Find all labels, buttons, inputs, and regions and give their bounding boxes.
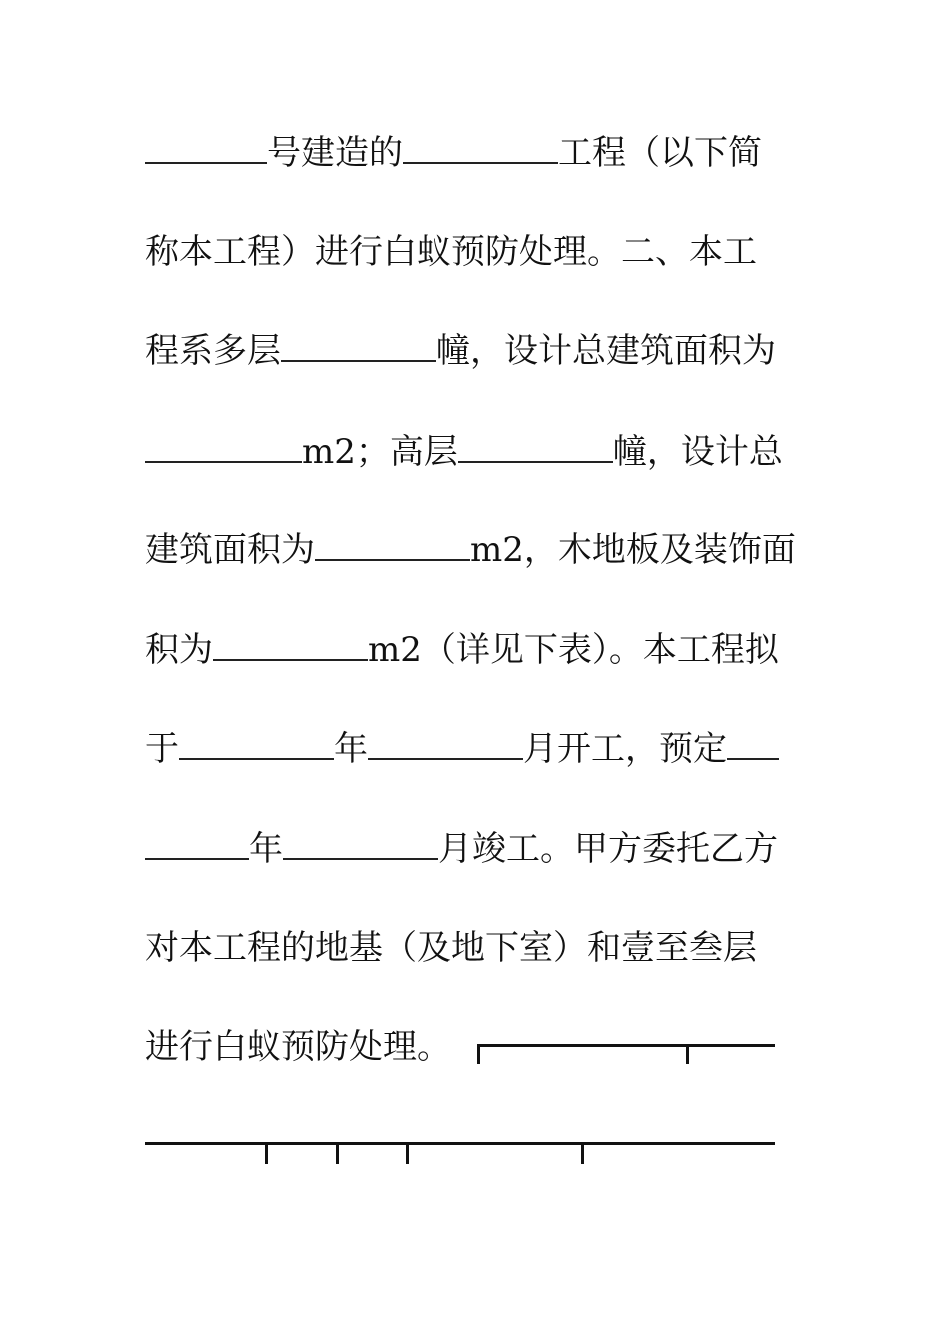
text-line-2 — [145, 222, 805, 282]
table-border-tick — [406, 1142, 409, 1164]
text-segment: 称本工程）进行白蚁预防处理。二、本工 — [145, 232, 757, 272]
text-line-4 — [145, 422, 805, 482]
table-border-top — [145, 1142, 775, 1145]
blank-field — [281, 330, 436, 362]
text-line-5 — [145, 520, 805, 580]
text-line-3 — [145, 321, 805, 381]
text-segment: 月竣工。甲方委托乙方 — [438, 829, 778, 869]
table-border-tick — [265, 1142, 268, 1164]
text-segment: 积为 — [145, 630, 213, 670]
text-segment: 建筑面积为 — [145, 530, 315, 570]
text-segment: 幢，设计总建筑面积为 — [436, 331, 776, 371]
text-line-7 — [145, 719, 805, 779]
blank-field — [145, 431, 302, 463]
blank-field — [179, 728, 334, 760]
text-line-8 — [145, 819, 805, 879]
text-segment: m2，木地板及装饰面 — [470, 530, 796, 570]
blank-field — [283, 828, 438, 860]
text-segment: 月开工，预定 — [523, 729, 727, 769]
table-border-top-right — [477, 1044, 775, 1047]
text-segment: 于 — [145, 729, 179, 769]
blank-field — [368, 728, 523, 760]
table-border-tick — [686, 1044, 689, 1064]
text-segment: 进行白蚁预防处理。 — [145, 1027, 451, 1067]
text-segment: 程系多层 — [145, 331, 281, 371]
table-border-tick — [336, 1142, 339, 1164]
blank-field — [213, 629, 368, 661]
blank-field — [403, 132, 558, 164]
blank-field — [315, 529, 470, 561]
text-segment: 工程（以下简 — [558, 133, 762, 173]
blank-field — [458, 431, 613, 463]
blank-field — [145, 132, 267, 164]
text-segment: 年 — [334, 729, 368, 769]
blank-field — [727, 728, 779, 760]
text-line-10 — [145, 1017, 805, 1077]
text-line-9 — [145, 918, 805, 978]
text-segment: 幢，设计总 — [612, 432, 783, 472]
table-border-tick — [581, 1142, 584, 1164]
text-segment: 对本工程的地基（及地下室）和壹至叁层 — [145, 928, 757, 968]
blank-field — [145, 828, 249, 860]
text-line-6 — [145, 620, 805, 680]
table-border-tick — [477, 1044, 480, 1064]
text-segment: 号建造的 — [267, 133, 403, 173]
text-segment: m2（详见下表）。本工程拟 — [368, 630, 779, 670]
text-line-1 — [145, 123, 805, 183]
text-segment: 年 — [249, 829, 283, 869]
text-segment: m2；高层 — [302, 432, 458, 472]
